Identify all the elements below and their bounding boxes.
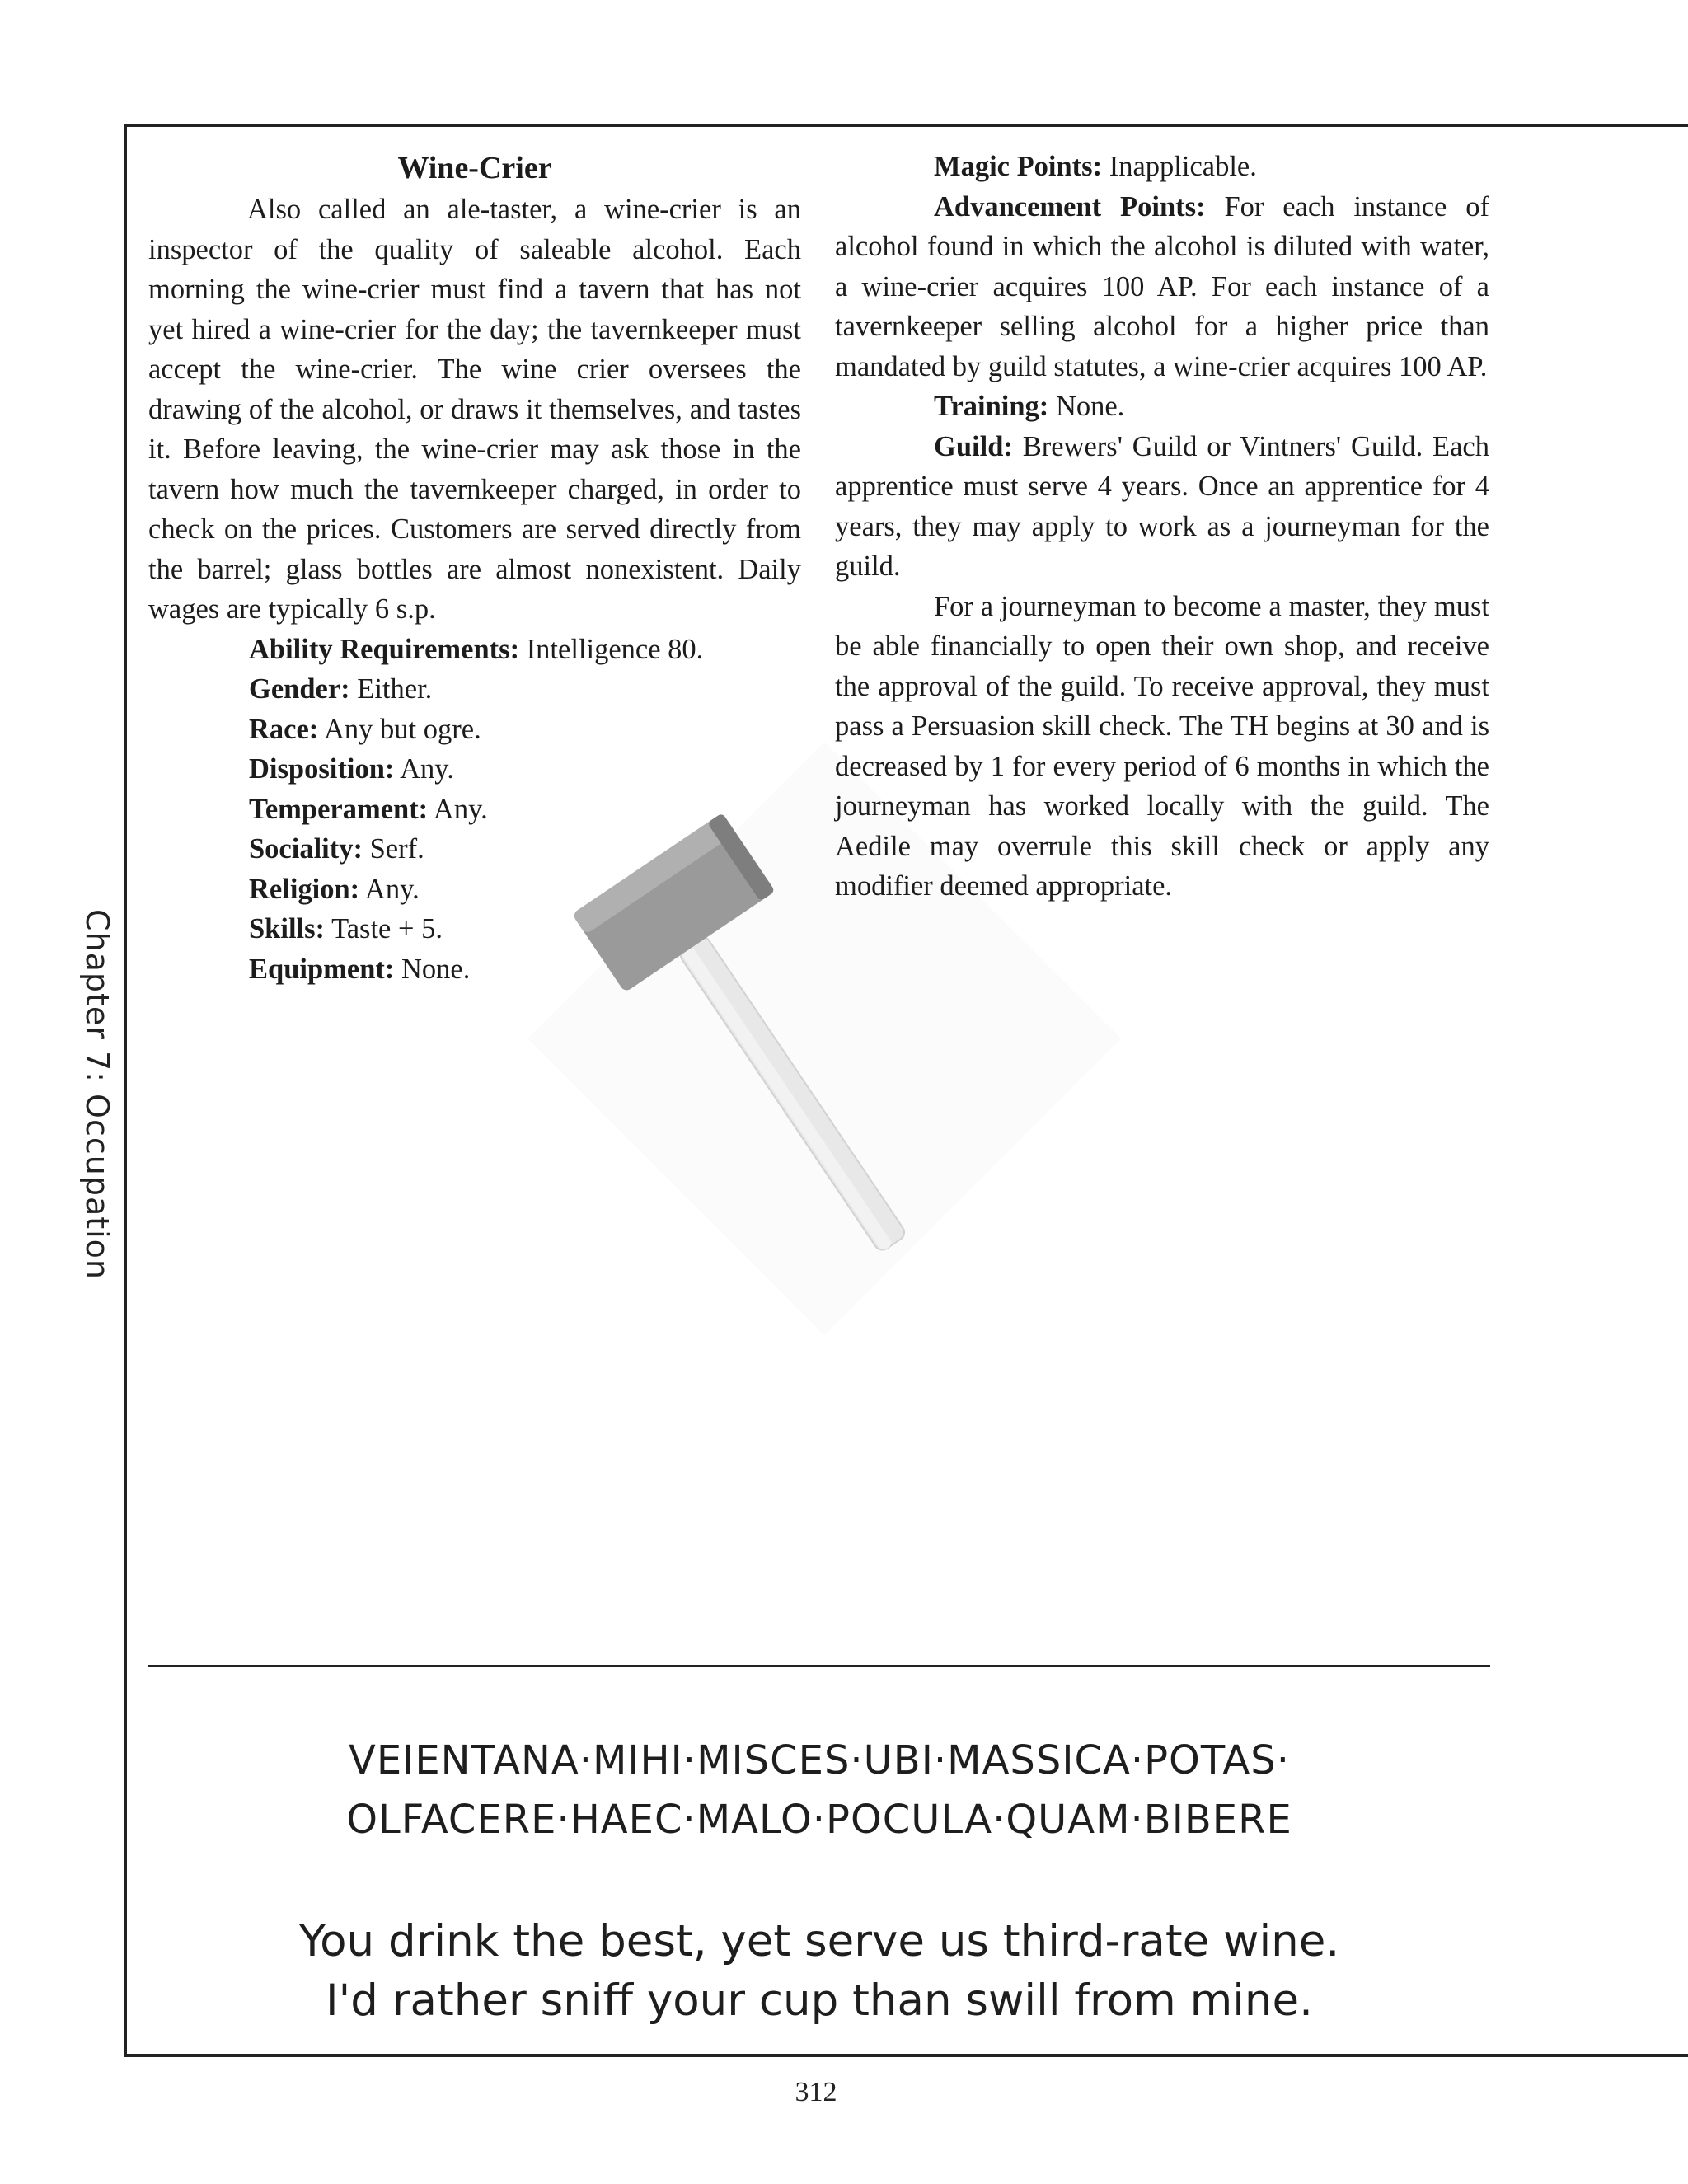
guild-label: Guild:: [934, 430, 1013, 462]
page-number: 312: [795, 2077, 837, 2107]
latin-quote-line: OLFACERE·HAEC·MALO·POCULA·QUAM·BIBERE: [346, 1797, 1292, 1843]
attribute-value: Any but ogre.: [324, 713, 481, 745]
magic-points-label: Magic Points:: [934, 151, 1103, 182]
occupation-heading: Wine-Crier: [397, 151, 552, 185]
master-paragraph: For a journeyman to become a master, they must be able financially to open their own shop, and receive the approval of the guild. To receive approval, they must pass a Persuasion skill check. The TH begins at 30 and is decreased by 1 for every period of 6 months in which the journeyman has worked locally with the guild. The Aedile may overrule this skill check or apply any modifier deemed appropriate.: [835, 590, 1489, 902]
training-value: None.: [1055, 391, 1125, 422]
attribute-label: Religion:: [249, 873, 360, 905]
attribute-label: Ability Requirements:: [249, 633, 520, 665]
advancement-points-label: Advancement Points:: [934, 190, 1206, 223]
chapter-side-label: Chapter 7: Occupation: [79, 908, 115, 1281]
english-translation: [148, 1912, 1490, 2031]
attribute-equipment: [148, 949, 801, 990]
left-column: [148, 147, 801, 989]
attribute-sociality: [148, 829, 801, 869]
quote-separator: [148, 1665, 1490, 1667]
attribute-temperament: [148, 790, 801, 830]
attribute-race: [148, 710, 801, 750]
page-frame-left: [124, 124, 127, 2057]
latin-quote-line: VEIENTANA·MIHI·MISCES·UBI·MASSICA·POTAS·: [349, 1737, 1290, 1783]
occupation-description: Also called an ale-taster, a wine-crier is an inspector of the quality of saleable alcohol. Each morning the wine-crier must find a tavern that has not yet hired a wine-crier for the day; the tavernkeeper must accept the wine-crier. The wine crier oversees the drawing of the alcohol, or draws it themselves, and tastes it. Before leaving, the wine-crier may ask those in the tavern how much the tavernkeeper charged, in order to check on the prices. Customers are served directly from the barrel; glass bottles are almost nonexistent. Daily wages are typically 6 s.p.: [148, 194, 801, 625]
attribute-disposition: [148, 749, 801, 790]
right-column: [835, 147, 1489, 907]
advancement-points-paragraph: [835, 187, 1489, 387]
attribute-value: Any.: [364, 873, 420, 905]
attribute-label: Gender:: [249, 673, 350, 705]
attribute-value: Either.: [357, 673, 433, 705]
training-paragraph: [835, 387, 1489, 427]
attribute-label: Skills:: [249, 913, 326, 944]
attribute-value: Intelligence 80.: [526, 633, 704, 665]
attribute-label: Disposition:: [249, 753, 395, 785]
attribute-label: Race:: [249, 713, 319, 745]
attribute-skills: [148, 909, 801, 949]
attribute-label: Sociality:: [249, 833, 363, 865]
attribute-ability-requirements: [148, 630, 801, 670]
attribute-value: Any.: [433, 793, 488, 825]
page-frame-bottom: [124, 2054, 1688, 2057]
attribute-religion: [148, 869, 801, 910]
attribute-value: Taste + 5.: [331, 913, 443, 944]
magic-points-value: Inapplicable.: [1109, 151, 1257, 182]
english-translation-line: I'd rather sniff your cup than swill from mine.: [326, 1975, 1313, 2026]
magic-points-paragraph: [835, 147, 1489, 187]
attribute-value: Any.: [400, 753, 454, 785]
latin-quote: [148, 1731, 1490, 1849]
attribute-label: Temperament:: [249, 793, 429, 825]
guild-paragraph: [835, 427, 1489, 587]
advancement-points-value: For each instance of alcohol found in which the alcohol is diluted with water, a wine-crier acquires 100 AP. For each instance of a tavernkeeper selling alcohol for a higher price than mandated by guild statutes, a wine-crier acquires 100 AP.: [835, 190, 1489, 382]
guild-value: Brewers' Guild or Vintners' Guild. Each apprentice must serve 4 years. Once an apprentice for 4 years, they may apply to work as a journeyman for the guild.: [835, 430, 1489, 582]
page-frame-top: [124, 124, 1688, 127]
attribute-label: Equipment:: [249, 953, 395, 985]
english-translation-line: You drink the best, yet serve us third-rate wine.: [298, 1916, 1340, 1966]
attribute-value: Serf.: [369, 833, 424, 865]
attribute-gender: [148, 669, 801, 710]
attribute-value: None.: [401, 953, 471, 985]
training-label: Training:: [934, 391, 1049, 422]
